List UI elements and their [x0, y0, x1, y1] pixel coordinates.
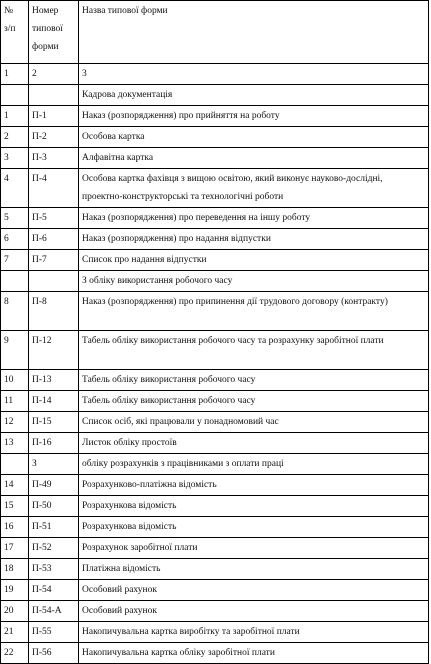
table-row: [1, 643, 429, 664]
table-row: [1, 433, 429, 454]
row-num: 20: [1, 601, 29, 622]
table-row: [1, 292, 429, 331]
row-num: 4: [1, 169, 29, 208]
row-name: Накопичувальна картка обліку заробітної плати: [79, 643, 429, 664]
row-num: 9: [1, 331, 29, 370]
table-row: [1, 127, 429, 148]
header-num-line: з/п: [4, 24, 16, 34]
row-num: 8: [1, 292, 29, 331]
row-num: 5: [1, 208, 29, 229]
row-name: Наказ (розпорядження) про надання відпустки: [79, 229, 429, 250]
row-code: П-55: [29, 622, 79, 643]
row-num: 11: [1, 391, 29, 412]
row-num: 14: [1, 475, 29, 496]
section-code-cell: [29, 85, 79, 106]
row-num: 13: [1, 433, 29, 454]
row-code: П-16: [29, 433, 79, 454]
header-code-line: Номер: [32, 6, 59, 16]
row-code: П-56: [29, 643, 79, 664]
table-row: [1, 496, 429, 517]
row-name: Платіжна відомість: [79, 559, 429, 580]
table-row: [1, 169, 429, 208]
row-name: Розрахунково-платіжна відомість: [79, 475, 429, 496]
table-row: [1, 580, 429, 601]
row-num: 21: [1, 622, 29, 643]
section-title: З обліку використання робочого часу: [79, 271, 429, 292]
row-name: Список про надання відпустки: [79, 250, 429, 271]
row-num: 17: [1, 538, 29, 559]
row-name: Табель обліку використання робочого часу: [79, 370, 429, 391]
row-name: Особовий рахунок: [79, 601, 429, 622]
row-code: П-50: [29, 496, 79, 517]
row-code: П-52: [29, 538, 79, 559]
table-header-row: [1, 1, 429, 64]
row-name: Розрахункова відомість: [79, 496, 429, 517]
row-num: 10: [1, 370, 29, 391]
column-numbers-row: [1, 64, 429, 85]
section-num-cell: [1, 271, 29, 292]
row-code: П-54: [29, 580, 79, 601]
row-name: Список осіб, які працювали у понадномовий час: [79, 412, 429, 433]
colnum-cell: 1: [1, 64, 29, 85]
row-num: 6: [1, 229, 29, 250]
row-num: 22: [1, 643, 29, 664]
table-row: [1, 412, 429, 433]
row-code: П-13: [29, 370, 79, 391]
row-num: 3: [1, 148, 29, 169]
table-row: [1, 106, 429, 127]
table-row: [1, 601, 429, 622]
row-code: П-54-А: [29, 601, 79, 622]
row-code: П-15: [29, 412, 79, 433]
section-title: обліку розрахунків з працівниками з оплати праці: [79, 454, 429, 475]
row-code: П-53: [29, 559, 79, 580]
row-code: П-7: [29, 250, 79, 271]
section-row: [1, 271, 429, 292]
row-num: 12: [1, 412, 29, 433]
row-name: Листок обліку простоїв: [79, 433, 429, 454]
header-name-cell: Назва типової форми: [79, 1, 429, 64]
row-name: Особова картка: [79, 127, 429, 148]
row-code: П-5: [29, 208, 79, 229]
row-name: Накопичувальна картка виробітку та заробітної плати: [79, 622, 429, 643]
row-name: Наказ (розпорядження) про припинення дії трудового договору (контракту): [79, 292, 429, 331]
row-name: Розрахунок заробітної плати: [79, 538, 429, 559]
row-num: 19: [1, 580, 29, 601]
row-name: Особова картка фахівця з вищою освітою, який виконує науково-дослідні, проектно-конструкторські та технологічні роботи: [79, 169, 429, 208]
section-row: [1, 454, 429, 475]
row-code: П-12: [29, 331, 79, 370]
table-row: [1, 331, 429, 370]
colnum-cell: 3: [79, 64, 429, 85]
section-num-cell: [1, 454, 29, 475]
table-row: [1, 517, 429, 538]
row-num: 1: [1, 106, 29, 127]
colnum-cell: 2: [29, 64, 79, 85]
table-row: [1, 250, 429, 271]
row-num: 16: [1, 517, 29, 538]
header-code-line: типової: [32, 24, 63, 34]
table-row: [1, 208, 429, 229]
row-name: Табель обліку використання робочого часу: [79, 391, 429, 412]
row-name: Алфавітна картка: [79, 148, 429, 169]
section-code-cell: [29, 271, 79, 292]
section-title: Кадрова документація: [79, 85, 429, 106]
header-num-line: №: [4, 6, 14, 16]
row-num: 15: [1, 496, 29, 517]
row-name: Табель обліку використання робочого часу та розрахунку заробітної плати: [79, 331, 429, 370]
table-row: [1, 475, 429, 496]
table-row: [1, 622, 429, 643]
row-code: П-8: [29, 292, 79, 331]
row-name: Розрахункова відомість: [79, 517, 429, 538]
row-code: П-3: [29, 148, 79, 169]
table-row: [1, 148, 429, 169]
table-row: [1, 391, 429, 412]
row-num: 2: [1, 127, 29, 148]
section-num-cell: [1, 85, 29, 106]
table-row: [1, 559, 429, 580]
section-row: [1, 85, 429, 106]
row-code: П-14: [29, 391, 79, 412]
row-num: 18: [1, 559, 29, 580]
row-name: Наказ (розпорядження) про переведення на іншу роботу: [79, 208, 429, 229]
row-name: Особовий рахунок: [79, 580, 429, 601]
row-code: П-6: [29, 229, 79, 250]
row-name: Наказ (розпорядження) про прийняття на роботу: [79, 106, 429, 127]
header-code-line: форми: [32, 42, 59, 52]
row-code: П-2: [29, 127, 79, 148]
table-row: [1, 538, 429, 559]
row-num: 7: [1, 250, 29, 271]
header-num-cell: [1, 1, 29, 64]
table-row: [1, 229, 429, 250]
row-code: П-49: [29, 475, 79, 496]
row-code: П-1: [29, 106, 79, 127]
header-code-cell: [29, 1, 79, 64]
row-code: П-4: [29, 169, 79, 208]
section-code-cell: З: [29, 454, 79, 475]
row-code: П-51: [29, 517, 79, 538]
table-row: [1, 370, 429, 391]
